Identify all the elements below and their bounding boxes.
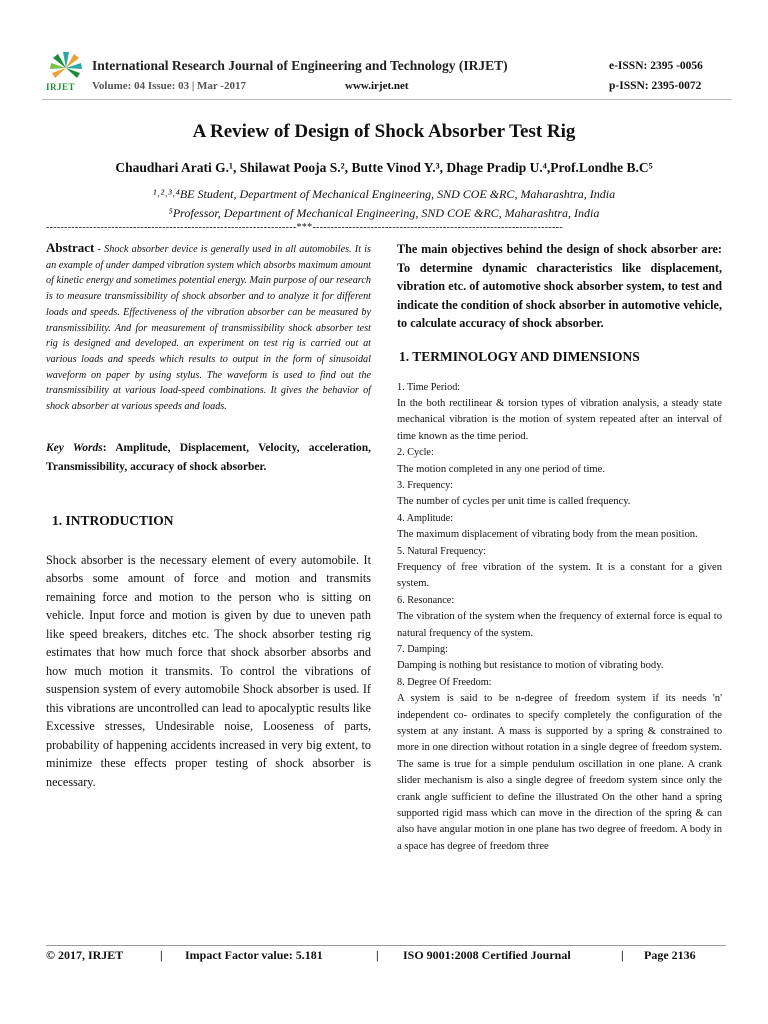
header-rule [42,99,732,100]
term-text: The motion completed in any one period of time. [397,463,605,475]
footer-page-number: Page 2136 [644,948,696,962]
term-text: In the both rectilinear & torsion types of vibration analysis, a steady state mechanical vibration is the motion of system repeated after an interval of time known as the time period. [397,397,722,442]
footer-impact-factor: Impact Factor value: 5.181 [185,948,323,962]
e-issn: e-ISSN: 2395 -0056 [609,60,703,72]
term-label: 4. Amplitude: [397,512,454,524]
logo-text: IRJET [46,82,76,92]
term-label: 3. Frequency: [397,479,454,491]
keywords-label: Key Words [46,441,103,454]
introduction-text: Shock absorber is the necessary element of every automobile. It absorbs some amount of force and motion and transmits remaining force and motion to the person who is sitting on vehicle. Input force and motion is given by due to uneven path like speed breakers, ditches etc. The shock absorber testing rig estimates that how much force that shock absorber absorbs and how much motion it transmits. To control the vibrations of suspension system of every automobile Shock absorber is used. If this vibrations are uncontrolled can lead to apocalyptic results like Excessive stresses, Undesirable noise, Looseness of parts, probability of happening accidents increased in very big extent, to minimize these effects proper testing of shock absorber is necessary. [46,552,371,789]
page-footer [46,948,726,966]
term-label: 2. Cycle: [397,447,434,459]
objectives-text: The main objectives behind the design of shock absorber are: To determine dynamic characteristics like displacement, vibration etc. of automotive shock absorber system, to test and indicate the condition of shock absorber in automotive vehicle, to calculate accuracy of shock absorber. [397,242,722,330]
term-label: 7. Damping: [397,644,448,655]
footer-iso: ISO 9001:2008 Certified Journal [403,948,571,962]
term-label: 8. Degree Of Freedom: [397,676,492,688]
footer-rule [46,945,726,946]
term-text: Frequency of free vibration of the system. It is a constant for a given system. [397,561,722,590]
journal-name: International Research Journal of Engineering and Technology (IRJET) [92,58,508,73]
footer-separator: | [160,948,163,962]
abstract-text: - Shock absorber device is generally used in all automobiles. It is an example of under damped vibration system which absorbs maximum amount of kinetic energy and sometimes potential energy. Main purpose of our research is to measure transmissibility of shock absorber and to analyze it for different loads and speeds. Effectiveness of the vibration absorber can be measured by transmissibility. And for measurement of transmissibility shock absorber test rig is designed and developed. an experiment on test rig is carried out at various loads and speeds which results to output in the form of sinusoidal waveform on paper by using stylus. The waveform is used to find out the transmissibility at various load-speed combinations. It gives the behavior of shock absorber at various speeds and loads. [46,244,371,413]
footer-separator: | [621,948,624,962]
term-label: 5. Natural Frequency: [397,545,487,557]
keywords-text: : Amplitude, Displacement, Velocity, acceleration, Transmissibility, accuracy of shock absorber. [46,441,371,473]
section-separator: ---------------------------------------------------------------------***--------------------------------------------------------------------- [46,222,563,233]
terminology-heading: 1. TERMINOLOGY AND DIMENSIONS [399,348,640,364]
term-text: Damping is nothing but resistance to motion of vibrating body. [397,660,664,672]
term-label: 6. Resonance: [397,594,455,606]
footer-copyright: © 2017, IRJET [46,948,124,962]
term-text: The vibration of the system when the frequency of external force is equal to natural frequency of the system. [397,611,722,639]
abstract-label: Abstract [46,240,95,255]
affiliation-students: ¹˒²˒³˒⁴BE Student, Department of Mechanical Engineering, SND COE &RC, Maharashtra, India [152,187,616,201]
term-label: 1. Time Period: [397,381,461,393]
terminology-list [397,380,722,856]
term-text: A system is said to be n-degree of freedom system if its needs 'n' independent co- ordinates to specify completely the configuration of the system at any instant. A mass is supported by a spring & constrained to more in one direction without rotation in a single degree of freedom system. The same is true for a simple pendulum oscillation in one plane. A crank slider mechanism is also a single degree of freedom system since only the crank angle sufficient to define the illustrated On the other hand a spring supported rigid mass which can move in the direction of the spring & can also have angular motion in one plane has two degree of freedom. A body in a space has degree of freedom three [397,693,722,852]
paper-authors: Chaudhari Arati G.¹, Shilawat Pooja S.², Butte Vinod Y.³, Dhage Pradip U.⁴,Prof.Londhe B.C⁵ [115,160,653,175]
right-column [397,240,722,855]
introduction-heading: 1. INTRODUCTION [52,512,174,528]
footer-separator: | [376,948,379,962]
abstract [46,240,371,415]
journal-website: www.irjet.net [345,80,409,92]
term-text: The number of cycles per unit time is called frequency. [397,496,631,508]
term-text: The maximum displacement of vibrating body from the mean position. [397,529,698,541]
affiliation-professor: ⁵Professor, Department of Mechanical Engineering, SND COE &RC, Maharashtra, India [168,206,600,220]
paper-title: A Review of Design of Shock Absorber Test Rig [192,121,576,142]
left-column [46,240,371,791]
p-issn: p-ISSN: 2395-0072 [609,80,702,92]
keywords [46,439,371,477]
volume-info: Volume: 04 Issue: 03 | Mar -2017 [92,80,246,92]
journal-header [42,50,732,98]
